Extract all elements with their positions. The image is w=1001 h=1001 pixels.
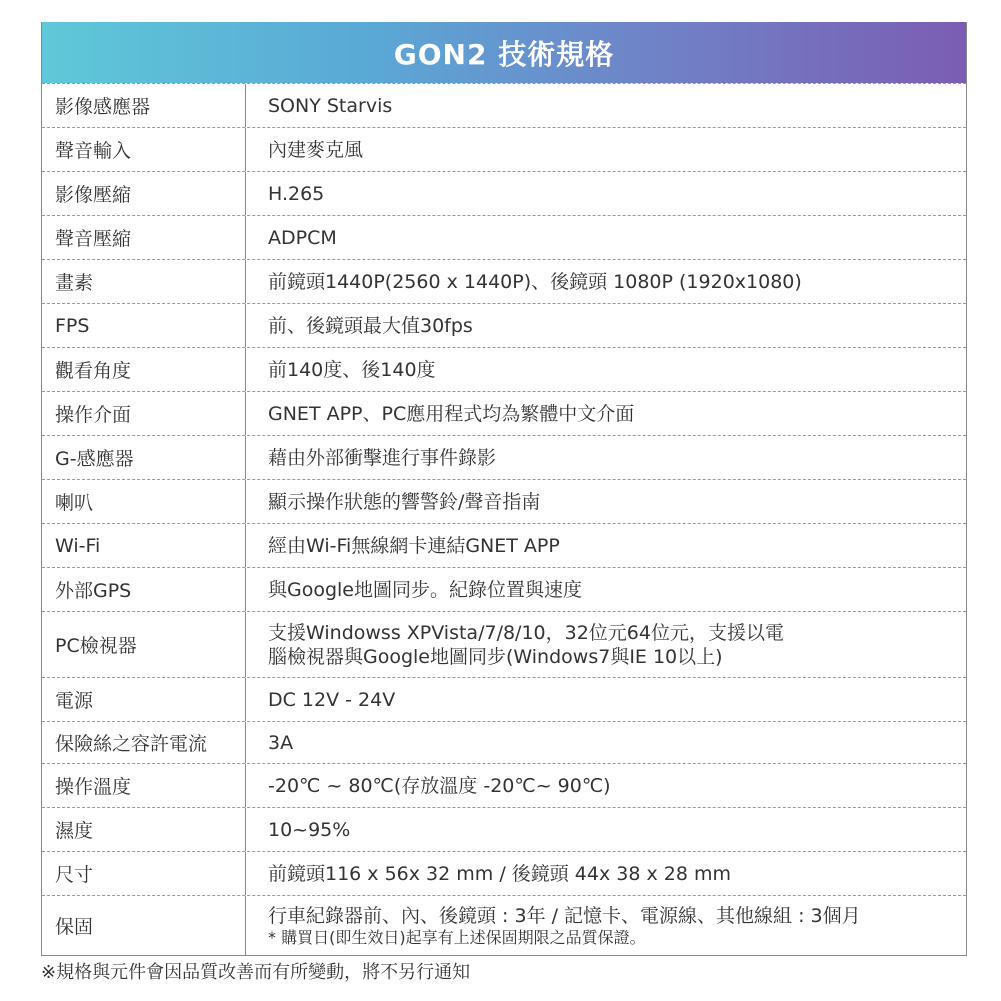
spec-label: 喇叭: [42, 480, 246, 523]
spec-row-warranty: [42, 895, 966, 955]
spec-label: 外部GPS: [42, 568, 246, 611]
spec-label: 影像壓縮: [42, 172, 246, 215]
spec-table: [41, 22, 967, 956]
spec-label: 畫素: [42, 260, 246, 303]
spec-row-audio-input: [42, 127, 966, 171]
spec-value-note: * 購買日(即生效日)起享有上述保固期限之品質保證。: [268, 927, 646, 947]
spec-row-interface: [42, 391, 966, 435]
spec-row-humidity: [42, 807, 966, 851]
spec-label: 聲音壓縮: [42, 216, 246, 259]
spec-value: 前鏡頭1440P(2560 x 1440P)、後鏡頭 1080P (1920x1080): [268, 270, 802, 293]
spec-row-fps: [42, 303, 966, 347]
spec-value: 10~95%: [268, 818, 351, 841]
spec-row-resolution: [42, 259, 966, 303]
spec-value: 3A: [268, 731, 294, 754]
spec-row-pc-viewer: [42, 611, 966, 677]
spec-value: 藉由外部衝擊進行事件錄影: [268, 446, 497, 469]
spec-row-speaker: [42, 479, 966, 523]
spec-label: PC檢視器: [42, 612, 246, 677]
spec-value: [246, 896, 966, 955]
footnote: ※規格與元件會因品質改善而有所變動，將不另行通知: [41, 962, 471, 983]
spec-value: 前、後鏡頭最大值30fps: [268, 314, 473, 337]
spec-row-external-gps: [42, 567, 966, 611]
spec-row-video-compression: [42, 171, 966, 215]
spec-row-audio-compression: [42, 215, 966, 259]
spec-value: [246, 612, 966, 677]
spec-label: 保固: [42, 896, 246, 955]
spec-row-image-sensor: [42, 83, 966, 127]
spec-label: 操作溫度: [42, 764, 246, 807]
spec-row-power: [42, 677, 966, 721]
spec-value-line: 腦檢視器與Google地圖同步(Windows7與IE 10以上): [268, 645, 723, 668]
spec-row-g-sensor: [42, 435, 966, 479]
spec-value: DC 12V - 24V: [268, 688, 396, 711]
spec-label: 觀看角度: [42, 348, 246, 391]
spec-label: 聲音輸入: [42, 128, 246, 171]
spec-value: GNET APP、PC應用程式均為繁體中文介面: [268, 402, 635, 425]
spec-label: 濕度: [42, 808, 246, 851]
spec-row-wifi: [42, 523, 966, 567]
spec-label: 操作介面: [42, 392, 246, 435]
spec-row-view-angle: [42, 347, 966, 391]
spec-label: 電源: [42, 678, 246, 721]
spec-value: 內建麥克風: [268, 138, 364, 161]
spec-value-line: 支援Windowss XPVista/7/8/10，32位元64位元，支援以電: [268, 621, 784, 644]
spec-label: Wi-Fi: [42, 524, 246, 567]
spec-value: 前140度、後140度: [268, 358, 436, 381]
spec-row-fuse-current: [42, 721, 966, 763]
spec-row-operating-temp: [42, 763, 966, 807]
spec-value: 顯示操作狀態的響警鈴/聲音指南: [268, 490, 541, 513]
spec-label: G-感應器: [42, 436, 246, 479]
spec-value: H.265: [268, 182, 325, 205]
spec-label: FPS: [42, 304, 246, 347]
spec-value: -20℃ ~ 80℃(存放溫度 -20℃~ 90℃): [268, 774, 611, 797]
spec-label: 保險絲之容許電流: [42, 722, 246, 763]
spec-label: 影像感應器: [42, 84, 246, 127]
spec-value: 經由Wi-Fi無線網卡連結GNET APP: [268, 534, 560, 557]
spec-value: 前鏡頭116 x 56x 32 mm / 後鏡頭 44x 38 x 28 mm: [268, 862, 731, 885]
spec-value: SONY Starvis: [268, 94, 393, 117]
spec-row-dimensions: [42, 851, 966, 895]
spec-value-line: 行車紀錄器前、內、後鏡頭 : 3年 / 記憶卡、電源線、其他線組 : 3個月: [268, 904, 861, 927]
spec-title: GON2 技術規格: [42, 22, 966, 83]
spec-value: 與Google地圖同步。紀錄位置與速度: [268, 578, 583, 601]
spec-label: 尺寸: [42, 852, 246, 895]
spec-value: ADPCM: [268, 226, 337, 249]
